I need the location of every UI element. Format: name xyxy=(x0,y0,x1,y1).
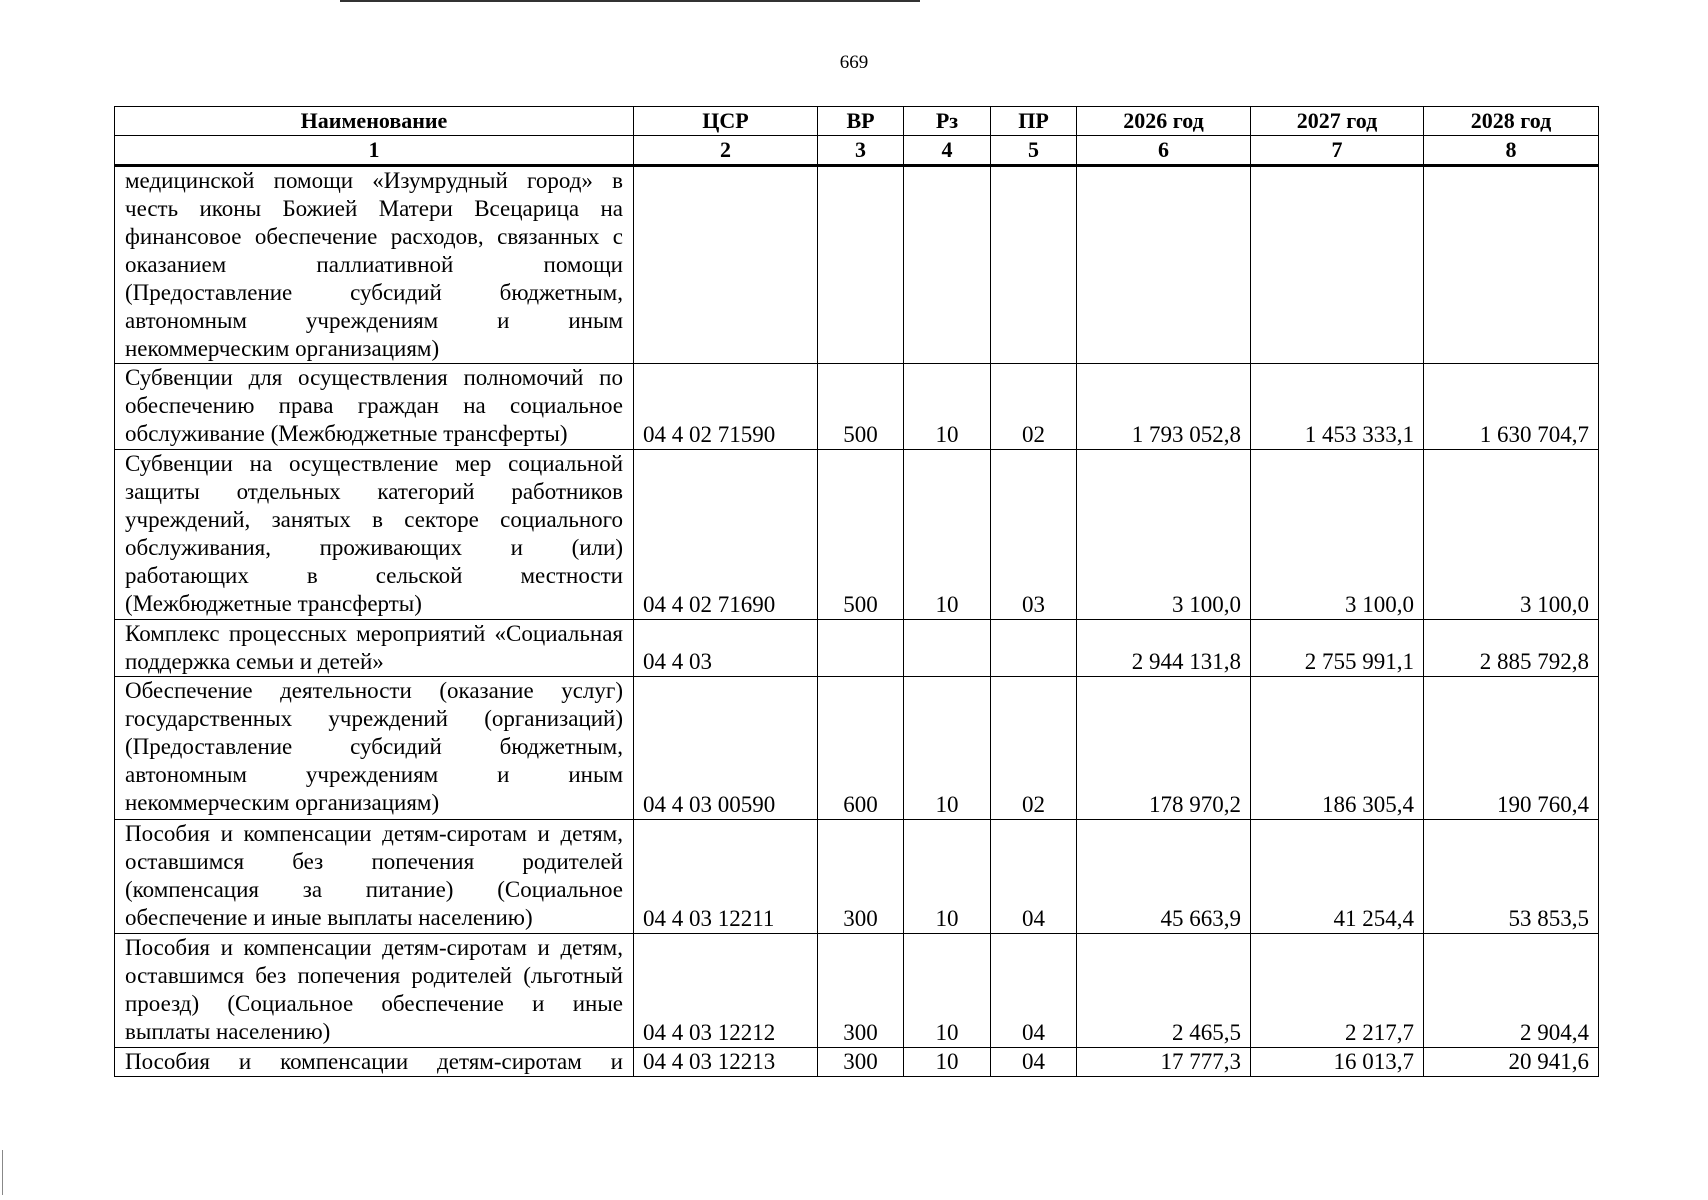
header-csr: ЦСР xyxy=(634,107,818,136)
row-rz: 10 xyxy=(904,1048,991,1077)
row-2026: 17 777,3 xyxy=(1077,1048,1251,1077)
row-2028: 20 941,6 xyxy=(1424,1048,1599,1077)
row-pr: 04 xyxy=(991,1048,1077,1077)
column-number: 8 xyxy=(1424,136,1599,166)
row-csr: 04 4 03 12211 xyxy=(634,820,818,934)
row-2028: 1 630 704,7 xyxy=(1424,364,1599,450)
row-pr xyxy=(991,620,1077,677)
column-number: 3 xyxy=(818,136,904,166)
row-rz xyxy=(904,620,991,677)
row-2027: 2 755 991,1 xyxy=(1251,620,1424,677)
row-pr: 02 xyxy=(991,364,1077,450)
row-name: Пособия и компенсации детям-сиротам и детям, оставшимся без попечения родителей (компенсация за питание) (Социальное обеспечение и иные выплаты населению) xyxy=(115,820,634,934)
row-2026: 3 100,0 xyxy=(1077,450,1251,620)
row-name: Пособия и компенсации детям-сиротам и детям, оставшимся без попечения родителей (льготный проезд) (Социальное обеспечение и иные выплаты населению) xyxy=(115,934,634,1048)
table-row xyxy=(115,364,1599,450)
row-csr: 04 4 02 71590 xyxy=(634,364,818,450)
row-2027: 3 100,0 xyxy=(1251,450,1424,620)
header-2027: 2027 год xyxy=(1251,107,1424,136)
row-2028: 190 760,4 xyxy=(1424,677,1599,820)
row-2026: 1 793 052,8 xyxy=(1077,364,1251,450)
table-row xyxy=(115,620,1599,677)
row-pr: 04 xyxy=(991,820,1077,934)
column-number: 4 xyxy=(904,136,991,166)
row-rz: 10 xyxy=(904,820,991,934)
column-number: 2 xyxy=(634,136,818,166)
column-number: 6 xyxy=(1077,136,1251,166)
header-rz: Рз xyxy=(904,107,991,136)
row-csr: 04 4 03 xyxy=(634,620,818,677)
row-2026: 2 944 131,8 xyxy=(1077,620,1251,677)
header-2028: 2028 год xyxy=(1424,107,1599,136)
row-2026: 178 970,2 xyxy=(1077,677,1251,820)
row-pr xyxy=(991,166,1077,364)
row-rz xyxy=(904,166,991,364)
row-rz: 10 xyxy=(904,677,991,820)
row-vr: 300 xyxy=(818,1048,904,1077)
column-number: 5 xyxy=(991,136,1077,166)
row-vr: 300 xyxy=(818,820,904,934)
row-csr xyxy=(634,166,818,364)
table-row xyxy=(115,450,1599,620)
row-csr: 04 4 02 71690 xyxy=(634,450,818,620)
row-2028 xyxy=(1424,166,1599,364)
row-vr: 500 xyxy=(818,364,904,450)
row-2027 xyxy=(1251,166,1424,364)
row-2028: 53 853,5 xyxy=(1424,820,1599,934)
header-vr: ВР xyxy=(818,107,904,136)
scan-top-rule xyxy=(340,0,920,2)
row-name: медицинской помощи «Изумрудный город» в честь иконы Божией Матери Всецарица на финансовое обеспечение расходов, связанных с оказанием паллиативной помощи (Предоставление субсидий бюджетным, автономным учреждениям и иным некоммерческим организациям) xyxy=(115,166,634,364)
table-row xyxy=(115,820,1599,934)
row-vr xyxy=(818,166,904,364)
table-body xyxy=(115,166,1599,1077)
table-row xyxy=(115,1048,1599,1077)
budget-table xyxy=(114,106,1599,1077)
column-number: 7 xyxy=(1251,136,1424,166)
header-name: Наименование xyxy=(115,107,634,136)
table-row xyxy=(115,677,1599,820)
row-pr: 04 xyxy=(991,934,1077,1048)
row-name: Субвенции на осуществление мер социальной защиты отдельных категорий работников учреждений, занятых в секторе социального обслуживания, проживающих и (или) работающих в сельской местности (Межбюджетные трансферты) xyxy=(115,450,634,620)
row-name: Комплекс процессных мероприятий «Социальная поддержка семьи и детей» xyxy=(115,620,634,677)
column-number-row xyxy=(115,136,1599,166)
row-vr: 300 xyxy=(818,934,904,1048)
budget-table-container xyxy=(114,106,1599,1077)
row-2027: 16 013,7 xyxy=(1251,1048,1424,1077)
header-row xyxy=(115,107,1599,136)
table-row xyxy=(115,166,1599,364)
row-rz: 10 xyxy=(904,934,991,1048)
row-2027: 41 254,4 xyxy=(1251,820,1424,934)
table-header xyxy=(115,107,1599,166)
row-2028: 3 100,0 xyxy=(1424,450,1599,620)
header-2026: 2026 год xyxy=(1077,107,1251,136)
row-2027: 1 453 333,1 xyxy=(1251,364,1424,450)
row-2026: 45 663,9 xyxy=(1077,820,1251,934)
row-2028: 2 904,4 xyxy=(1424,934,1599,1048)
row-rz: 10 xyxy=(904,450,991,620)
row-csr: 04 4 03 12213 xyxy=(634,1048,818,1077)
page-number: 669 xyxy=(839,52,869,73)
row-2027: 186 305,4 xyxy=(1251,677,1424,820)
row-name: Обеспечение деятельности (оказание услуг) государственных учреждений (организаций) (Предоставление субсидий бюджетным, автономным учреждениям и иным некоммерческим организациям) xyxy=(115,677,634,820)
row-vr xyxy=(818,620,904,677)
row-2028: 2 885 792,8 xyxy=(1424,620,1599,677)
row-vr: 600 xyxy=(818,677,904,820)
row-rz: 10 xyxy=(904,364,991,450)
row-vr: 500 xyxy=(818,450,904,620)
table-row xyxy=(115,934,1599,1048)
row-csr: 04 4 03 12212 xyxy=(634,934,818,1048)
row-pr: 03 xyxy=(991,450,1077,620)
row-2026 xyxy=(1077,166,1251,364)
row-name: Субвенции для осуществления полномочий по обеспечению права граждан на социальное обслуживание (Межбюджетные трансферты) xyxy=(115,364,634,450)
header-pr: ПР xyxy=(991,107,1077,136)
scan-margin-mark xyxy=(2,1150,3,1195)
row-csr: 04 4 03 00590 xyxy=(634,677,818,820)
column-number: 1 xyxy=(115,136,634,166)
row-2026: 2 465,5 xyxy=(1077,934,1251,1048)
row-2027: 2 217,7 xyxy=(1251,934,1424,1048)
row-pr: 02 xyxy=(991,677,1077,820)
row-name: Пособия и компенсации детям-сиротам и xyxy=(115,1048,634,1077)
